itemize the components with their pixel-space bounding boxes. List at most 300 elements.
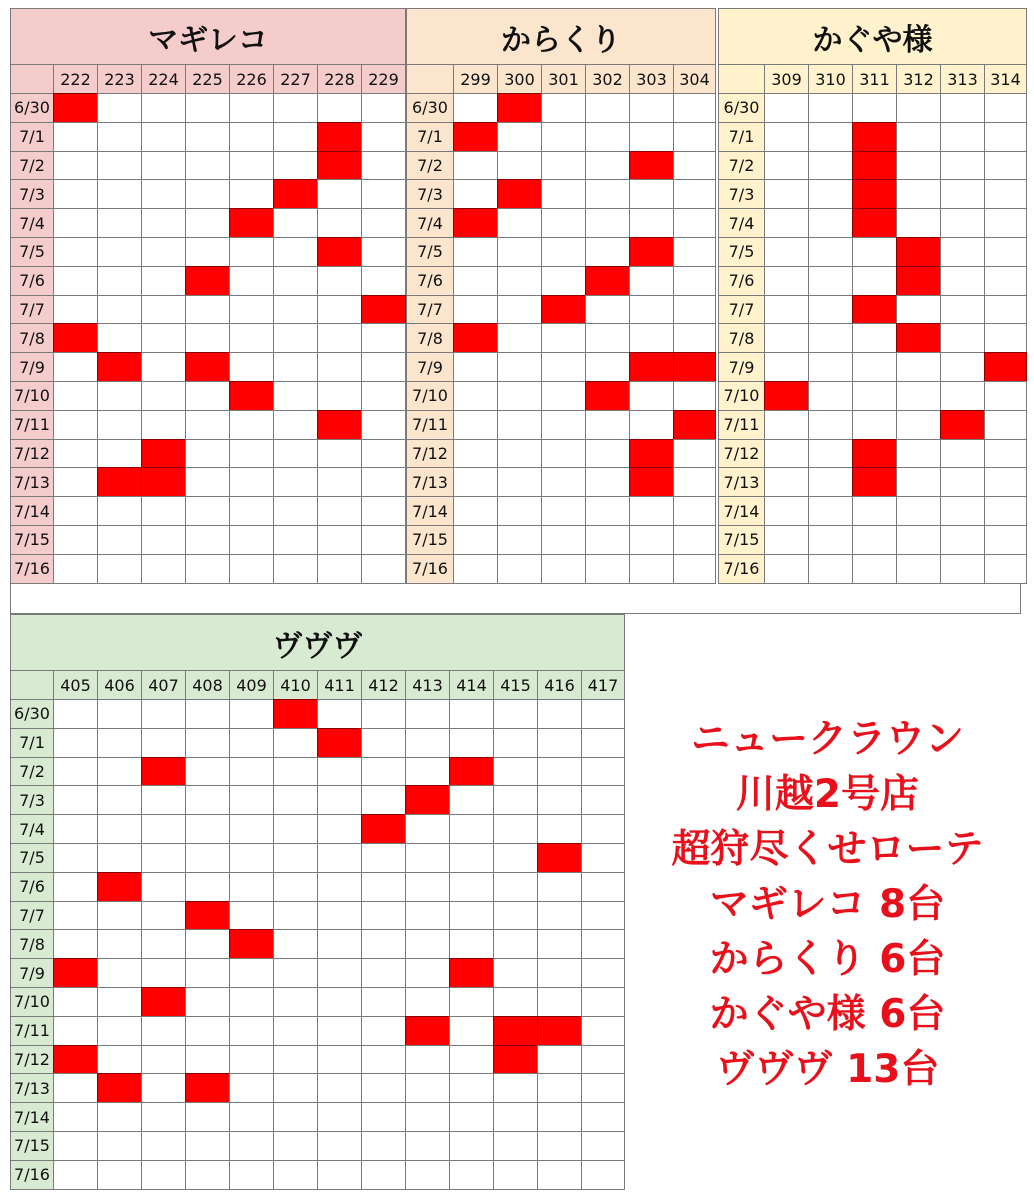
vvv-marked-cell — [493, 1045, 538, 1075]
kaguya-empty-cell — [852, 410, 897, 440]
vvv-empty-cell — [449, 814, 494, 844]
magireco-empty-cell — [141, 381, 186, 411]
karakuri-marked-cell — [673, 410, 716, 440]
magireco-date-label: 7/2 — [10, 151, 54, 181]
vvv-date-label: 7/14 — [10, 1102, 54, 1132]
vvv-empty-cell — [361, 901, 406, 931]
vvv-empty-cell — [581, 1016, 625, 1046]
karakuri-empty-cell — [673, 295, 716, 325]
vvv-date-label: 6/30 — [10, 699, 54, 729]
karakuri-date-label: 7/6 — [406, 266, 454, 296]
magireco-empty-cell — [273, 381, 318, 411]
vvv-empty-cell — [581, 929, 625, 959]
vvv-empty-cell — [273, 1131, 318, 1161]
vvv-empty-cell — [581, 757, 625, 787]
vvv-empty-cell — [141, 814, 186, 844]
kaguya-empty-cell — [808, 410, 853, 440]
vvv-date-label: 7/3 — [10, 785, 54, 815]
magireco-empty-cell — [185, 237, 230, 267]
magireco-empty-cell — [97, 208, 142, 238]
vvv-empty-cell — [361, 958, 406, 988]
magireco-empty-cell — [185, 410, 230, 440]
vvv-title: ヴヴヴ — [10, 614, 625, 671]
kaguya-empty-cell — [808, 554, 853, 584]
kaguya-date-label: 7/9 — [718, 352, 765, 382]
vvv-marked-cell — [97, 872, 142, 902]
kaguya-empty-cell — [852, 93, 897, 123]
karakuri-empty-cell — [497, 151, 542, 181]
kaguya-empty-cell — [896, 554, 941, 584]
vvv-empty-cell — [317, 1102, 362, 1132]
vvv-empty-cell — [493, 699, 538, 729]
karakuri-machine-header: 304 — [673, 64, 716, 94]
vvv-empty-cell — [141, 1131, 186, 1161]
vvv-machine-header: 408 — [185, 670, 230, 700]
magireco-date-label: 7/13 — [10, 467, 54, 497]
kaguya-empty-cell — [984, 295, 1027, 325]
magireco-empty-cell — [141, 352, 186, 382]
karakuri-empty-cell — [585, 410, 630, 440]
vvv-empty-cell — [97, 1016, 142, 1046]
vvv-empty-cell — [405, 1160, 450, 1190]
karakuri-date-label: 7/9 — [406, 352, 454, 382]
magireco-empty-cell — [185, 554, 230, 584]
vvv-empty-cell — [405, 757, 450, 787]
kaguya-empty-cell — [940, 439, 985, 469]
karakuri-empty-cell — [453, 266, 498, 296]
event-name: 超狩尽くせローテ — [671, 827, 984, 872]
kaguya-empty-cell — [852, 323, 897, 353]
magireco-empty-cell — [185, 496, 230, 526]
kaguya-empty-cell — [940, 151, 985, 181]
karakuri-empty-cell — [673, 237, 716, 267]
karakuri-date-label: 7/8 — [406, 323, 454, 353]
vvv-empty-cell — [273, 1045, 318, 1075]
kaguya-empty-cell — [940, 323, 985, 353]
vvv-marked-cell — [449, 757, 494, 787]
magireco-empty-cell — [229, 439, 274, 469]
kaguya-empty-cell — [808, 295, 853, 325]
magireco-marked-cell — [317, 237, 362, 267]
kaguya-empty-cell — [940, 352, 985, 382]
magireco-date-label: 7/6 — [10, 266, 54, 296]
vvv-empty-cell — [185, 987, 230, 1017]
karakuri-empty-cell — [541, 352, 586, 382]
vvv-empty-cell — [229, 1102, 274, 1132]
magireco-date-label: 6/30 — [10, 93, 54, 123]
magireco-empty-cell — [361, 352, 406, 382]
vvv-empty-cell — [273, 1160, 318, 1190]
karakuri-empty-cell — [673, 266, 716, 296]
karakuri-empty-cell — [453, 410, 498, 440]
vvv-empty-cell — [581, 987, 625, 1017]
vvv-empty-cell — [537, 728, 582, 758]
kaguya-date-label: 7/14 — [718, 496, 765, 526]
magireco-empty-cell — [229, 352, 274, 382]
kaguya-empty-cell — [984, 266, 1027, 296]
karakuri-date-label: 7/12 — [406, 439, 454, 469]
kaguya-machine-header: 314 — [984, 64, 1027, 94]
karakuri-empty-cell — [497, 525, 542, 555]
karakuri-empty-cell — [541, 439, 586, 469]
magireco-empty-cell — [361, 439, 406, 469]
vvv-marked-cell — [97, 1073, 142, 1103]
kaguya-marked-cell — [984, 352, 1027, 382]
karakuri-empty-cell — [497, 410, 542, 440]
vvv-marked-cell — [273, 699, 318, 729]
karakuri-empty-cell — [585, 151, 630, 181]
kaguya-empty-cell — [808, 439, 853, 469]
kaguya-empty-cell — [940, 122, 985, 152]
vvv-machine-header: 411 — [317, 670, 362, 700]
vvv-empty-cell — [449, 872, 494, 902]
magireco-empty-cell — [317, 352, 362, 382]
kaguya-marked-cell — [896, 323, 941, 353]
magireco-empty-cell — [97, 323, 142, 353]
karakuri-date-label: 7/11 — [406, 410, 454, 440]
vvv-empty-cell — [141, 929, 186, 959]
vvv-empty-cell — [141, 1102, 186, 1132]
magireco-empty-cell — [141, 237, 186, 267]
vvv-empty-cell — [185, 843, 230, 873]
karakuri-empty-cell — [629, 554, 674, 584]
kaguya-empty-cell — [764, 496, 809, 526]
karakuri-empty-cell — [541, 151, 586, 181]
kaguya-empty-cell — [984, 122, 1027, 152]
vvv-empty-cell — [361, 1131, 406, 1161]
vvv-empty-cell — [449, 785, 494, 815]
kaguya-empty-cell — [852, 496, 897, 526]
vvv-empty-cell — [537, 958, 582, 988]
vvv-marked-cell — [185, 901, 230, 931]
magireco-empty-cell — [317, 295, 362, 325]
magireco-empty-cell — [185, 323, 230, 353]
magireco-empty-cell — [229, 151, 274, 181]
vvv-empty-cell — [405, 1045, 450, 1075]
magireco-empty-cell — [361, 410, 406, 440]
magireco-date-label: 7/7 — [10, 295, 54, 325]
magireco-empty-cell — [141, 410, 186, 440]
kaguya-empty-cell — [940, 179, 985, 209]
magireco-marked-cell — [97, 352, 142, 382]
karakuri-empty-cell — [497, 122, 542, 152]
magireco-empty-cell — [141, 323, 186, 353]
vvv-empty-cell — [581, 1045, 625, 1075]
magireco-empty-cell — [229, 237, 274, 267]
kaguya-empty-cell — [940, 93, 985, 123]
vvv-empty-cell — [449, 728, 494, 758]
magireco-empty-cell — [361, 266, 406, 296]
kaguya-marked-cell — [940, 410, 985, 440]
magireco-date-label: 7/10 — [10, 381, 54, 411]
vvv-empty-cell — [185, 728, 230, 758]
kaguya-marked-cell — [852, 467, 897, 497]
vvv-empty-cell — [229, 1160, 274, 1190]
karakuri-empty-cell — [497, 295, 542, 325]
magireco-empty-cell — [273, 93, 318, 123]
vvv-date-label: 7/6 — [10, 872, 54, 902]
karakuri-empty-cell — [541, 410, 586, 440]
magireco-empty-cell — [229, 179, 274, 209]
vvv-empty-cell — [449, 987, 494, 1017]
magireco-empty-cell — [317, 93, 362, 123]
vvv-empty-cell — [581, 1160, 625, 1190]
vvv-empty-cell — [229, 785, 274, 815]
vvv-empty-cell — [229, 728, 274, 758]
magireco-empty-cell — [361, 208, 406, 238]
vvv-machine-header: 417 — [581, 670, 625, 700]
magireco-empty-cell — [317, 266, 362, 296]
vvv-empty-cell — [537, 1073, 582, 1103]
kaguya-marked-cell — [896, 266, 941, 296]
vvv-empty-cell — [141, 958, 186, 988]
vvv-empty-cell — [537, 814, 582, 844]
kaguya-empty-cell — [896, 525, 941, 555]
magireco-marked-cell — [141, 467, 186, 497]
vvv-empty-cell — [581, 958, 625, 988]
vvv-empty-cell — [361, 1160, 406, 1190]
count-kaguya: かぐや様 6台 — [709, 992, 946, 1037]
kaguya-empty-cell — [808, 467, 853, 497]
magireco-empty-cell — [273, 525, 318, 555]
vvv-empty-cell — [141, 699, 186, 729]
vvv-empty-cell — [185, 1131, 230, 1161]
karakuri-empty-cell — [585, 295, 630, 325]
vvv-empty-cell — [141, 1073, 186, 1103]
magireco-empty-cell — [97, 93, 142, 123]
magireco-empty-cell — [361, 496, 406, 526]
vvv-empty-cell — [53, 1102, 98, 1132]
kaguya-empty-cell — [984, 496, 1027, 526]
vvv-empty-cell — [361, 785, 406, 815]
vvv-empty-cell — [361, 728, 406, 758]
vvv-empty-cell — [97, 987, 142, 1017]
magireco-empty-cell — [317, 439, 362, 469]
magireco-empty-cell — [229, 467, 274, 497]
magireco-empty-cell — [185, 525, 230, 555]
vvv-empty-cell — [53, 901, 98, 931]
magireco-empty-cell — [273, 467, 318, 497]
vvv-empty-cell — [273, 843, 318, 873]
kaguya-empty-cell — [808, 496, 853, 526]
vvv-empty-cell — [449, 929, 494, 959]
vvv-empty-cell — [229, 987, 274, 1017]
karakuri-empty-cell — [497, 237, 542, 267]
vvv-empty-cell — [361, 872, 406, 902]
magireco-marked-cell — [317, 410, 362, 440]
karakuri-empty-cell — [497, 439, 542, 469]
karakuri-empty-cell — [541, 208, 586, 238]
magireco-empty-cell — [185, 439, 230, 469]
vvv-empty-cell — [405, 929, 450, 959]
vvv-empty-cell — [405, 699, 450, 729]
kaguya-machine-header: 311 — [852, 64, 897, 94]
magireco-empty-cell — [185, 208, 230, 238]
kaguya-date-label: 7/1 — [718, 122, 765, 152]
vvv-empty-cell — [273, 1073, 318, 1103]
karakuri-empty-cell — [541, 467, 586, 497]
magireco-empty-cell — [53, 208, 98, 238]
vvv-empty-cell — [581, 1131, 625, 1161]
karakuri-date-label: 7/4 — [406, 208, 454, 238]
kaguya-marked-cell — [852, 122, 897, 152]
magireco-empty-cell — [53, 295, 98, 325]
kaguya-empty-cell — [984, 93, 1027, 123]
vvv-empty-cell — [53, 728, 98, 758]
vvv-machine-header: 413 — [405, 670, 450, 700]
vvv-empty-cell — [361, 987, 406, 1017]
karakuri-empty-cell — [629, 208, 674, 238]
vvv-empty-cell — [185, 1016, 230, 1046]
vvv-marked-cell — [141, 987, 186, 1017]
vvv-empty-cell — [449, 843, 494, 873]
magireco-empty-cell — [53, 122, 98, 152]
karakuri-empty-cell — [453, 525, 498, 555]
vvv-empty-cell — [361, 1073, 406, 1103]
karakuri-empty-cell — [673, 323, 716, 353]
magireco-empty-cell — [317, 525, 362, 555]
karakuri-empty-cell — [673, 439, 716, 469]
karakuri-empty-cell — [585, 323, 630, 353]
magireco-date-label: 7/9 — [10, 352, 54, 382]
karakuri-empty-cell — [629, 122, 674, 152]
spacer-left-border — [10, 583, 11, 614]
magireco-empty-cell — [53, 352, 98, 382]
vvv-empty-cell — [317, 1160, 362, 1190]
vvv-empty-cell — [53, 699, 98, 729]
kaguya-empty-cell — [940, 525, 985, 555]
magireco-marked-cell — [229, 208, 274, 238]
karakuri-empty-cell — [585, 525, 630, 555]
vvv-marked-cell — [229, 929, 274, 959]
magireco-empty-cell — [53, 439, 98, 469]
vvv-empty-cell — [53, 929, 98, 959]
karakuri-empty-cell — [673, 467, 716, 497]
vvv-empty-cell — [317, 1131, 362, 1161]
vvv-empty-cell — [581, 785, 625, 815]
karakuri-date-label: 7/10 — [406, 381, 454, 411]
vvv-date-label: 7/12 — [10, 1045, 54, 1075]
vvv-empty-cell — [449, 1073, 494, 1103]
karakuri-date-label: 7/2 — [406, 151, 454, 181]
spacer-right-border — [1020, 583, 1021, 614]
kaguya-empty-cell — [940, 381, 985, 411]
karakuri-empty-cell — [673, 381, 716, 411]
vvv-empty-cell — [53, 785, 98, 815]
vvv-empty-cell — [493, 1102, 538, 1132]
vvv-empty-cell — [141, 728, 186, 758]
karakuri-marked-cell — [629, 439, 674, 469]
kaguya-machine-header: 309 — [764, 64, 809, 94]
magireco-date-label: 7/8 — [10, 323, 54, 353]
magireco-empty-cell — [53, 467, 98, 497]
karakuri-empty-cell — [497, 496, 542, 526]
vvv-empty-cell — [185, 872, 230, 902]
kaguya-empty-cell — [808, 151, 853, 181]
karakuri-empty-cell — [497, 208, 542, 238]
kaguya-date-label: 7/2 — [718, 151, 765, 181]
karakuri-empty-cell — [497, 381, 542, 411]
kaguya-machine-header: 313 — [940, 64, 985, 94]
magireco-marked-cell — [317, 122, 362, 152]
kaguya-empty-cell — [808, 266, 853, 296]
kaguya-empty-cell — [764, 410, 809, 440]
kaguya-empty-cell — [764, 525, 809, 555]
karakuri-title: からくり — [406, 8, 716, 65]
vvv-machine-header: 406 — [97, 670, 142, 700]
vvv-empty-cell — [449, 901, 494, 931]
magireco-empty-cell — [97, 237, 142, 267]
magireco-empty-cell — [273, 208, 318, 238]
vvv-machine-header: 416 — [537, 670, 582, 700]
vvv-empty-cell — [185, 1160, 230, 1190]
magireco-marked-cell — [273, 179, 318, 209]
vvv-empty-cell — [493, 987, 538, 1017]
spacer-bottom-border — [10, 613, 1021, 614]
kaguya-empty-cell — [896, 352, 941, 382]
vvv-empty-cell — [53, 872, 98, 902]
vvv-empty-cell — [405, 958, 450, 988]
karakuri-empty-cell — [453, 237, 498, 267]
vvv-empty-cell — [581, 814, 625, 844]
kaguya-empty-cell — [984, 381, 1027, 411]
magireco-empty-cell — [97, 496, 142, 526]
magireco-empty-cell — [53, 554, 98, 584]
magireco-empty-cell — [97, 122, 142, 152]
kaguya-empty-cell — [764, 93, 809, 123]
vvv-empty-cell — [361, 1045, 406, 1075]
kaguya-empty-cell — [764, 352, 809, 382]
vvv-empty-cell — [53, 814, 98, 844]
karakuri-date-label: 7/7 — [406, 295, 454, 325]
karakuri-empty-cell — [585, 439, 630, 469]
kaguya-empty-cell — [764, 266, 809, 296]
vvv-empty-cell — [229, 814, 274, 844]
karakuri-machine-header: 300 — [497, 64, 542, 94]
magireco-corner-cell — [10, 64, 54, 94]
magireco-empty-cell — [317, 496, 362, 526]
vvv-empty-cell — [185, 757, 230, 787]
vvv-marked-cell — [317, 728, 362, 758]
kaguya-empty-cell — [896, 151, 941, 181]
magireco-empty-cell — [97, 266, 142, 296]
karakuri-empty-cell — [585, 352, 630, 382]
magireco-date-label: 7/4 — [10, 208, 54, 238]
kaguya-date-label: 7/13 — [718, 467, 765, 497]
kaguya-date-label: 6/30 — [718, 93, 765, 123]
kaguya-empty-cell — [808, 179, 853, 209]
kaguya-empty-cell — [852, 381, 897, 411]
vvv-date-label: 7/7 — [10, 901, 54, 931]
vvv-empty-cell — [97, 785, 142, 815]
kaguya-empty-cell — [940, 266, 985, 296]
karakuri-empty-cell — [629, 266, 674, 296]
karakuri-empty-cell — [629, 410, 674, 440]
kaguya-empty-cell — [984, 179, 1027, 209]
magireco-empty-cell — [361, 93, 406, 123]
kaguya-marked-cell — [852, 295, 897, 325]
kaguya-empty-cell — [896, 208, 941, 238]
vvv-empty-cell — [141, 901, 186, 931]
vvv-empty-cell — [405, 901, 450, 931]
vvv-empty-cell — [405, 987, 450, 1017]
vvv-empty-cell — [581, 1102, 625, 1132]
vvv-empty-cell — [361, 757, 406, 787]
karakuri-empty-cell — [541, 93, 586, 123]
vvv-empty-cell — [273, 929, 318, 959]
magireco-empty-cell — [317, 467, 362, 497]
vvv-empty-cell — [317, 1045, 362, 1075]
